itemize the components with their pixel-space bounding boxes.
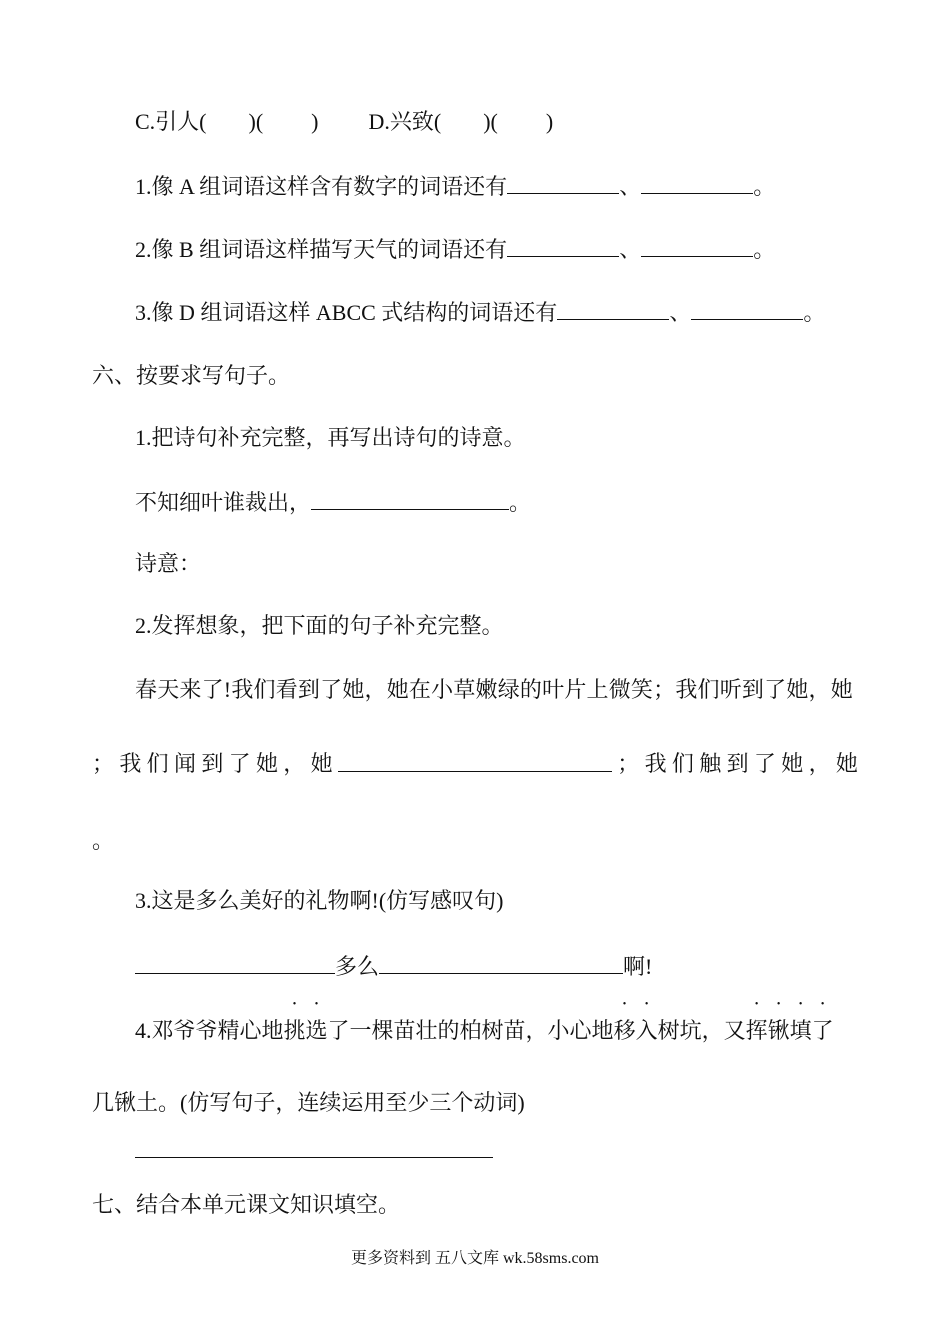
spring-char: 们 [146, 751, 169, 776]
spring-char: 我 [644, 751, 667, 776]
spring-char: 到 [726, 751, 749, 776]
task-4-text: 了一棵苗壮的柏树苗，小心地 [327, 1018, 614, 1043]
emphasis-char: 锹 [767, 1018, 790, 1043]
poem-fill-line [135, 487, 531, 518]
task-4-line-1 [135, 1016, 834, 1046]
task-4-text: 树坑，又 [657, 1018, 746, 1043]
spring-char: 了 [753, 751, 776, 776]
separator: 、 [669, 300, 692, 325]
separator: 、 [619, 174, 642, 199]
answer-blank[interactable] [507, 171, 619, 194]
spring-char: ； [92, 751, 115, 776]
spring-char: 她 [835, 751, 858, 776]
poem-text: 不知细叶谁裁出， [135, 490, 312, 515]
emphasis-char: 移 [613, 1018, 636, 1043]
emphasis-char: 填 [789, 1018, 812, 1043]
emphasis-char: 选 [305, 1018, 328, 1043]
emphasis-char: 挑 [283, 1018, 306, 1043]
task-3-instruction: 3.这是多么美好的礼物啊!(仿写感叹句) [135, 888, 504, 913]
emphasis-char: 了 [811, 1018, 834, 1043]
task-2-instruction: 2.发挥想象，把下面的句子补充完整。 [135, 613, 504, 638]
separator: 、 [619, 237, 642, 262]
emphasis-char: 挥 [745, 1018, 768, 1043]
exclamation-blank-1[interactable] [135, 951, 335, 974]
spring-char: 她 [255, 751, 278, 776]
task-4-answer-line[interactable] [135, 1157, 493, 1158]
footer-text: 更多资料到 五八文库 wk.58sms.com [350, 1250, 599, 1267]
answer-blank[interactable] [691, 297, 803, 320]
task-1-instruction: 1.把诗句补充完整，再写出诗句的诗意。 [135, 425, 526, 450]
spring-sentence-line-1: 春天来了!我们看到了她，她在小草嫩绿的叶片上微笑；我们听到了她，她 [135, 677, 853, 702]
item-d-label: D.兴致( [368, 109, 442, 134]
item-d-close: ) [545, 109, 554, 134]
item-d-mid: )( [483, 109, 498, 134]
item-c-d-row [135, 107, 553, 137]
question-3 [135, 297, 825, 328]
item-c-label: C.引人( [135, 109, 207, 134]
spring-char: 触 [699, 751, 722, 776]
end-mark: 。 [803, 300, 826, 325]
poem-meaning-label: 诗意： [135, 551, 202, 576]
exclamation-blank-2[interactable] [379, 951, 623, 974]
section-7-heading: 七、结合本单元课文知识填空。 [92, 1192, 401, 1217]
poem-blank[interactable] [311, 487, 509, 510]
exclamation-fill-line [135, 951, 652, 982]
spring-char: 她 [781, 751, 804, 776]
spring-char: 到 [201, 751, 224, 776]
question-3-text: 3.像 D 组词语这样 ABCC 式结构的词语还有 [135, 300, 558, 325]
question-2 [135, 234, 775, 265]
task-4-text: 4.邓爷爷精心地 [135, 1018, 284, 1043]
question-1 [135, 171, 775, 202]
answer-blank[interactable] [557, 297, 669, 320]
emphasis-char: 入 [635, 1018, 658, 1043]
task-4-line-2: 几锹土。(仿写句子，连续运用至少三个动词) [92, 1090, 525, 1115]
answer-blank[interactable] [507, 234, 619, 257]
item-c-mid: )( [248, 109, 264, 134]
section-6-heading: 六、按要求写句子。 [92, 363, 291, 388]
spring-char: 们 [671, 751, 694, 776]
spring-end-mark: 。 [92, 828, 115, 853]
item-c-close: ) [311, 109, 319, 134]
spring-char: 了 [228, 751, 251, 776]
spring-blank[interactable] [338, 749, 612, 772]
spring-semicolon: ； [617, 751, 640, 776]
spring-sentence-line-2 [92, 749, 858, 779]
spring-char: ， [808, 751, 831, 776]
a-word: 啊! [623, 954, 653, 979]
answer-blank[interactable] [641, 234, 753, 257]
end-mark: 。 [509, 490, 532, 515]
end-mark: 。 [753, 174, 776, 199]
duome-word: 多么 [335, 954, 380, 979]
question-1-text: 1.像 A 组词语这样含有数字的词语还有 [135, 174, 508, 199]
answer-blank[interactable] [641, 171, 753, 194]
spring-char: 我 [119, 751, 142, 776]
end-mark: 。 [753, 237, 776, 262]
question-2-text: 2.像 B 组词语这样描写天气的词语还有 [135, 237, 508, 262]
spring-char: 闻 [173, 751, 196, 776]
spring-char: 她 [310, 751, 333, 776]
spring-char: ， [283, 751, 306, 776]
